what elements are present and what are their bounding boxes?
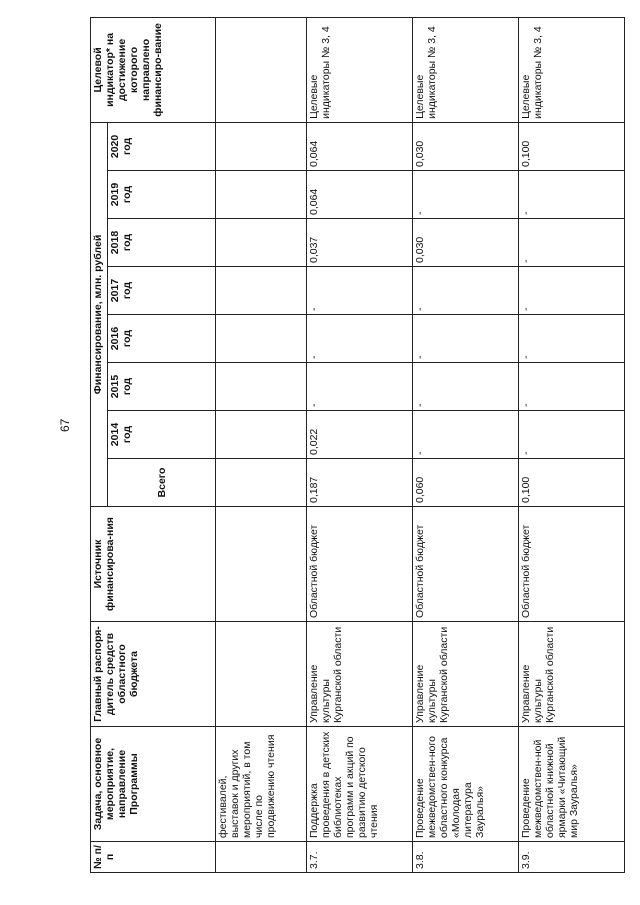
- row-total: 0,187: [307, 459, 413, 507]
- row-number: 3.9.: [519, 842, 625, 873]
- header-row-1: [91, 17, 108, 872]
- row-year-2019: -: [413, 171, 519, 219]
- header-total: Всего: [108, 459, 216, 507]
- row-task: Поддержка проведения в детских библиотеках программ и акций по развитию детского чтения: [307, 727, 413, 842]
- row-year-2015: [216, 363, 307, 411]
- row-year-2016: [216, 315, 307, 363]
- row-number: [216, 842, 307, 873]
- page-number: 67: [58, 418, 72, 432]
- row-year-2019: [216, 171, 307, 219]
- row-task: фестивалей, выставок и других мероприятий, в том числе по продвижению чтения: [216, 727, 307, 842]
- header-year-2016: 2016 год: [108, 315, 216, 363]
- header-year-2020: 2020 год: [108, 122, 216, 170]
- row-source: [216, 507, 307, 622]
- row-year-2020: 0,064: [307, 122, 413, 170]
- row-year-2015: -: [413, 363, 519, 411]
- row-year-2014: -: [413, 411, 519, 459]
- row-year-2019: -: [519, 171, 625, 219]
- row-source: Областной бюджет: [413, 507, 519, 622]
- header-year-2017: 2017 год: [108, 267, 216, 315]
- row-source: Областной бюджет: [307, 507, 413, 622]
- row-total: 0,060: [413, 459, 519, 507]
- row-year-2017: -: [413, 267, 519, 315]
- table-row: [216, 17, 307, 872]
- header-source: Источник финансирова-ния: [91, 507, 216, 622]
- row-target: [216, 17, 307, 122]
- table-row: [307, 17, 413, 872]
- header-manager: Главный распоря-дитель средств областного бюджета: [91, 622, 216, 727]
- row-manager: Управление культуры Курганской области: [413, 622, 519, 727]
- rotated-table-wrapper: [90, 18, 625, 873]
- header-num: № п/п: [91, 842, 216, 873]
- header-year-2014: 2014 год: [108, 411, 216, 459]
- row-year-2016: -: [413, 315, 519, 363]
- row-total: 0,100: [519, 459, 625, 507]
- row-year-2017: [216, 267, 307, 315]
- row-year-2016: -: [307, 315, 413, 363]
- row-number: 3.8.: [413, 842, 519, 873]
- row-total: [216, 459, 307, 507]
- header-year-2018: 2018 год: [108, 219, 216, 267]
- row-number: 3.7.: [307, 842, 413, 873]
- row-task: Проведение межведомствен-ной областной книжной ярмарки «Читающий мир Зауралья»: [519, 727, 625, 842]
- row-year-2018: 0,037: [307, 219, 413, 267]
- row-source: Областной бюджет: [519, 507, 625, 622]
- row-target: Целевые индикаторы № 3, 4: [413, 17, 519, 122]
- header-year-2015: 2015 год: [108, 363, 216, 411]
- row-year-2014: -: [519, 411, 625, 459]
- row-year-2020: [216, 122, 307, 170]
- row-year-2018: 0,030: [413, 219, 519, 267]
- financing-table: [90, 17, 625, 873]
- row-year-2019: 0,064: [307, 171, 413, 219]
- header-target: Целевой индикатор* на достижение которого направлено финансиро-вание: [91, 17, 216, 122]
- table-row: [519, 17, 625, 872]
- row-year-2014: [216, 411, 307, 459]
- row-manager: Управление культуры Курганской области: [519, 622, 625, 727]
- row-year-2015: -: [307, 363, 413, 411]
- row-task: Проведение межведомствен-ного областного конкурса «Молодая литература Зауралья»: [413, 727, 519, 842]
- row-year-2018: [216, 219, 307, 267]
- row-year-2017: -: [307, 267, 413, 315]
- table-row: [413, 17, 519, 872]
- header-task: Задача, основное мероприятие, направление Программы: [91, 727, 216, 842]
- row-manager: Управление культуры Курганской области: [307, 622, 413, 727]
- row-target: Целевые индикаторы № 3, 4: [307, 17, 413, 122]
- header-year-2019: 2019 год: [108, 171, 216, 219]
- table-body: [91, 17, 625, 872]
- row-year-2020: 0,030: [413, 122, 519, 170]
- row-year-2016: -: [519, 315, 625, 363]
- row-year-2020: 0,100: [519, 122, 625, 170]
- row-year-2015: -: [519, 363, 625, 411]
- row-year-2014: 0,022: [307, 411, 413, 459]
- row-target: Целевые индикаторы № 3, 4: [519, 17, 625, 122]
- row-year-2017: -: [519, 267, 625, 315]
- header-financing: Финансирование, млн. рублей: [91, 122, 108, 506]
- row-manager: [216, 622, 307, 727]
- row-year-2018: -: [519, 219, 625, 267]
